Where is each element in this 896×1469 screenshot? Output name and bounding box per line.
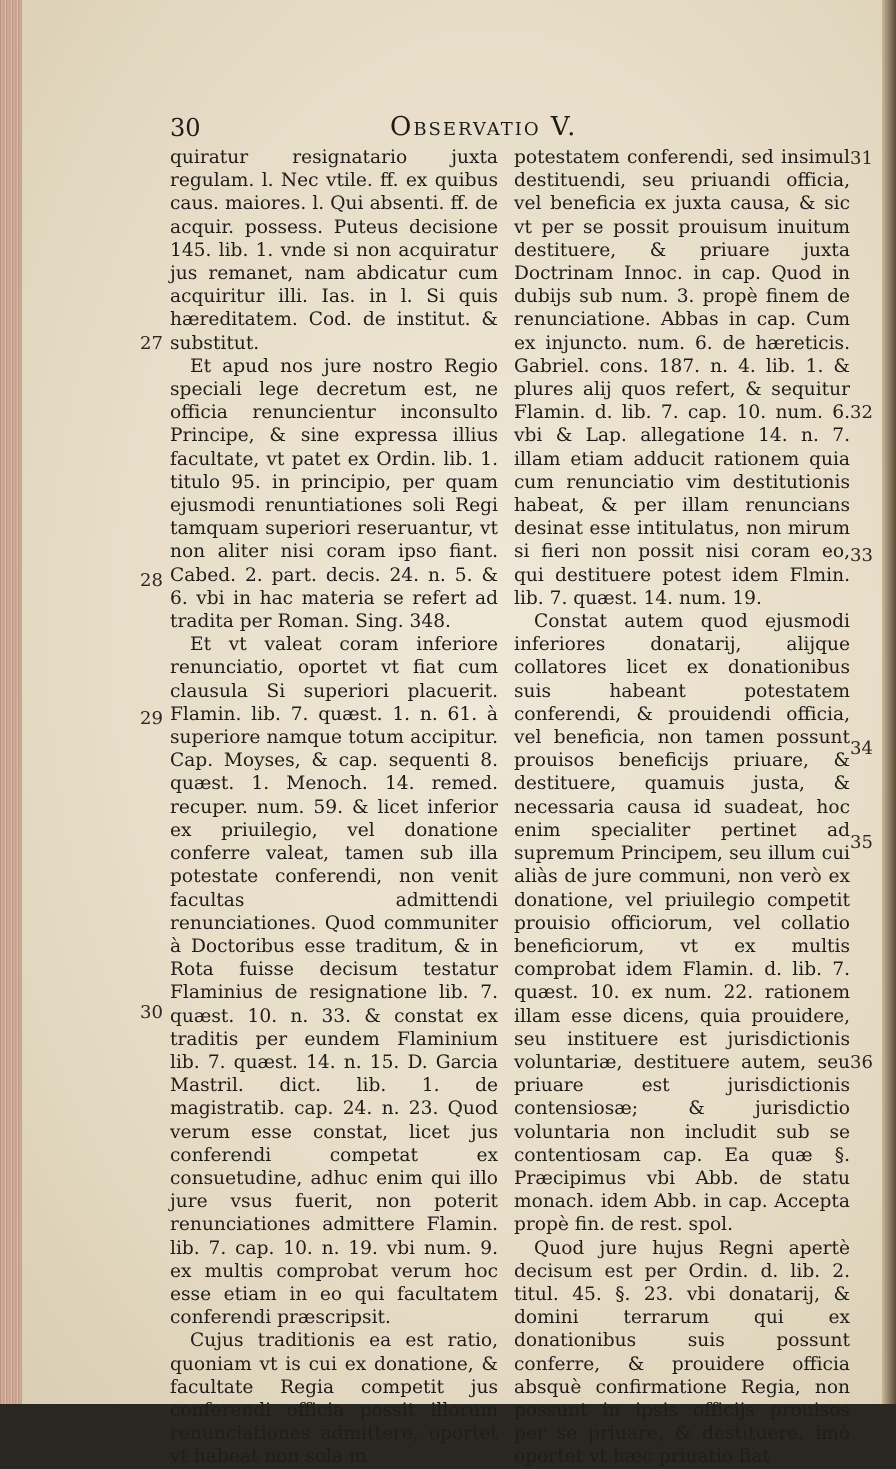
- margin-note-left: 30: [140, 1002, 163, 1023]
- margin-note-left: 29: [140, 708, 163, 729]
- running-title: Observatio V.: [390, 112, 578, 142]
- page-number: 30: [170, 114, 201, 142]
- paragraph: Quod jure hujus Regni apertè decisum est per Ordin. d. lib. 2. titul. 45. §. 23. vbi donatarij, & domini terrarum qui ex donationibus suis possunt conferre, & prouidere officia absquè confirmatione Regia, non possunt in ipsis officijs prouisos per se priuare, & destituere, imò oportet vt hæc priuatio fiat: [514, 1237, 850, 1468]
- margin-note-right: 34: [850, 738, 873, 759]
- page-fore-edge: [882, 0, 896, 1404]
- margin-note-right: 32: [850, 402, 873, 423]
- margin-note-right: 35: [850, 832, 873, 853]
- margin-note-left: 27: [140, 333, 163, 354]
- right-column: [514, 146, 850, 1469]
- paragraph: Et vt valeat coram inferiore renunciatio, oportet vt fiat cum clausula Si superiori placuerit. Flamin. lib. 7. quæst. 1. n. 61. à superiore namque totum accipitur. Cap. Moyses, & cap. sequenti 8. quæst. 1. Menoch. 14. remed. recuper. num. 59. & licet inferior ex priuilegio, vel donatione conferre valeat, tamen sub illa potestate conferendi, non venit facultas admittendi renunciationes. Quod communiter à Doctoribus esse traditum, & in Rota fuisse decisum testatur Flaminius de resignatione lib. 7. quæst. 10. n. 33. & constat ex traditis per eundem Flaminium lib. 7. quæst. 14. n. 15. D. Garcia Mastril. dict. lib. 1. de magistratib. cap. 24. n. 23. Quod verum esse constat, licet jus conferendi competat ex consuetudine, adhuc enim qui illo jure vsus fuerit, non poterit renunciationes admittere Flamin. lib. 7. cap. 10. n. 19. vbi num. 9. ex multis comprobat verum hoc esse etiam in eo qui facultatem conferendi præscripsit.: [170, 634, 498, 1329]
- paragraph: Cujus traditionis ea est ratio, quoniam vt is cui ex donatione, & facultate Regia competit jus conferendi officia possit illorum renunciationes admittere, oportet vt habeat non sola m: [170, 1330, 498, 1468]
- binding-edge: [0, 0, 22, 1404]
- paragraph: potestatem conferendi, sed insimul destituendi, seu priuandi officia, vel beneficia ex juxta causa, & sic vt per se possit prouisum inuitum destituere, & priuare juxta Doctrinam Innoc. in cap. Quod in dubijs sub num. 3. propè finem de renunciatione. Abbas in cap. Cum ex injuncto. num. 6. de hæreticis. Gabriel. cons. 187. n. 4. lib. 1. & plures alij quos refert, & sequitur Flamin. d. lib. 7. cap. 10. num. 6. vbi & Lap. allegatione 14. n. 7. illam etiam adducit rationem quia cum renunciatio vim destitutionis habeat, & per illam renuncians desinat esse intitulatus, non mirum si fieri non possit nisi coram eo, qui destituere potest idem Flmin. lib. 7. quæst. 14. num. 19.: [514, 147, 850, 609]
- paragraph: Et apud nos jure nostro Regio speciali lege decretum est, ne officia renuncientur inconsulto Principe, & sine expressa illius facultate, vt patet ex Ordin. lib. 1. titulo 95. in principio, per quam ejusmodi renuntiationes soli Regi tamquam superiori reseruantur, vt non aliter nisi coram ipso fiant. Cabed. 2. part. decis. 24. n. 5. & 6. vbi in hac materia se refert ad tradita per Roman. Sing. 348.: [170, 355, 498, 633]
- margin-note-right: 33: [850, 545, 873, 566]
- paragraph: quiratur resignatario juxta regulam. l. Nec vtile. ff. ex quibus caus. maiores. l. Qui absenti. ff. de acquir. possess. Puteus decisione 145. lib. 1. vnde si non acquiratur jus remanet, nam abdicatur cum acquiritur illi. Ias. in l. Si quis hæreditatem. Cod. de institut. & substitut.: [170, 147, 498, 354]
- margin-note-right: 31: [850, 148, 873, 169]
- margin-note-left: 28: [140, 570, 163, 591]
- margin-note-right: 36: [850, 1052, 873, 1073]
- left-column: [170, 146, 498, 1469]
- page-header: [170, 110, 850, 146]
- paragraph: Constat autem quod ejusmodi inferiores donatarij, alijque collatores licet ex donationibus suis habeant potestatem conferendi, & prouidendi officia, vel beneficia, non tamen possunt prouisos beneficijs priuare, & destituere, quamuis justa, & necessaria causa id suadeat, hoc enim specialiter pertinet ad supremum Principem, seu illum cui aliàs de jure communi, non verò ex donatione, vel priuilegio competit prouisio officiorum, vel collatio beneficiorum, vt ex multis comprobat idem Flamin. d. lib. 7. quæst. 10. ex num. 22. rationem illam esse dicens, quia prouidere, seu instituere est jurisdictionis voluntariæ, destituere autem, seu priuare est jurisdictionis contensiosæ; & jurisdictio voluntaria non includit sub se contentiosam cap. Ea quæ §. Præcipimus vbi Abb. de statu monach. idem Abb. in cap. Accepta propè fin. de rest. spol.: [514, 611, 850, 1236]
